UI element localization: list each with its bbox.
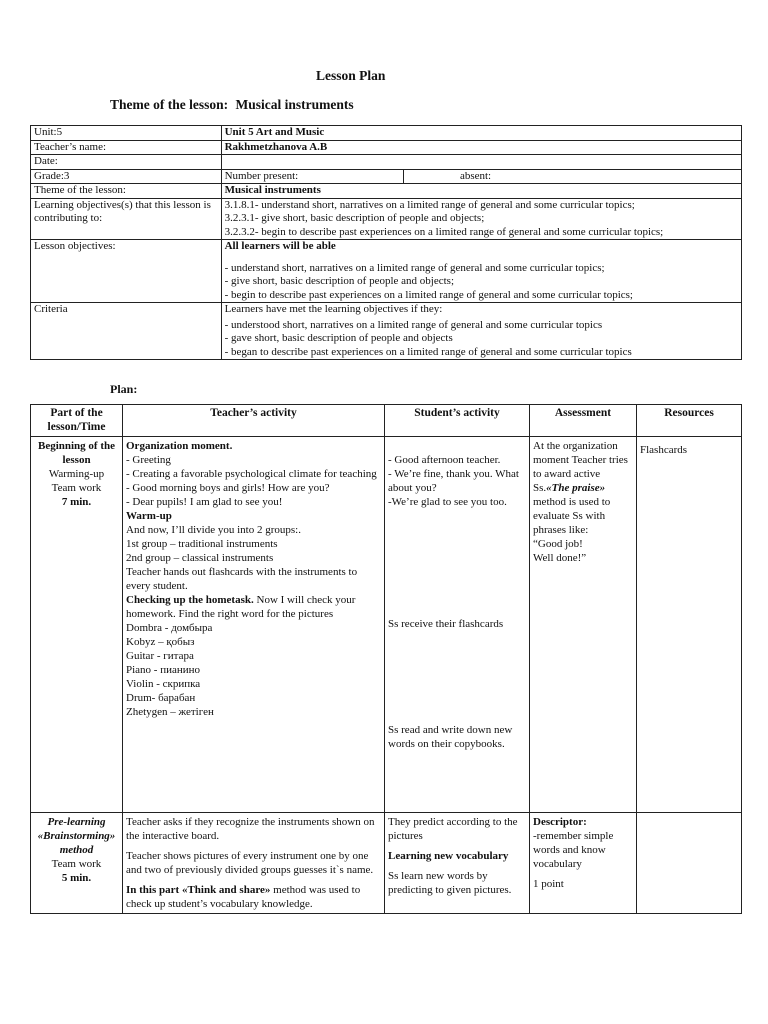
part-sub: Team work (51, 482, 102, 494)
descriptor-points: 1 point (533, 878, 564, 890)
criteria-item: - began to describe past experiences on a limited range of general and some curricular topics (224, 345, 632, 358)
student-paragraph: They predict according to the pictures (388, 816, 518, 842)
teacher-p3-pre: In this part (126, 884, 180, 896)
criteria-label: Criteria (31, 303, 222, 360)
student-activity-cell (385, 437, 530, 813)
teacher-line: Teacher hands out flashcards with the instruments to every student. (126, 566, 358, 592)
descriptor-text: -remember simple words and know vocabulary (533, 830, 614, 870)
theme-label: Theme of the lesson: (31, 184, 222, 199)
assessment-post: method is used to evaluate Ss with phrases like: (533, 496, 611, 536)
teacher-paragraph: Teacher shows pictures of every instrument one by one and two of previously divided groups guesses it`s name. (126, 850, 374, 876)
assessment-quote: “Good job! (533, 538, 583, 550)
grade-label: Grade:3 (31, 169, 222, 184)
page-title: Lesson Plan (316, 68, 386, 83)
resources-text: Flashcards (640, 444, 688, 456)
plan-table (30, 404, 742, 914)
criteria-item: - understood short, narratives on a limited range of general and some curricular topics (224, 318, 603, 331)
part-cell-pre-learning (31, 813, 123, 914)
criteria-list (221, 303, 741, 360)
plan-row-pre-learning (31, 813, 742, 914)
part-sub: Warming-up (48, 468, 105, 480)
lesson-info-table (30, 125, 742, 360)
header-teacher: Teacher’s activity (123, 405, 385, 437)
resources-cell (637, 437, 742, 813)
date-label: Date: (31, 155, 222, 170)
assessment-pre: At the organization moment Teacher tries to award active Ss. (533, 440, 628, 494)
header-student: Student’s activity (385, 405, 530, 437)
lesson-objectives-heading: All learners will be able (224, 240, 336, 252)
header-part: Part of the lesson/Time (31, 405, 123, 437)
info-row-date (31, 155, 742, 170)
vocab-word: Drum- барабан (126, 692, 196, 704)
theme-value: Musical instruments (221, 184, 741, 199)
lesson-objective-item: - begin to describe past experiences on a limited range of general and some curricular topics; (224, 288, 633, 301)
teacher-line: - Good morning boys and girls! How are you? (126, 482, 330, 494)
vocab-word: Piano - пианино (126, 664, 201, 676)
vocab-word: Guitar - гитара (126, 650, 194, 662)
org-moment-heading: Organization moment. (126, 440, 233, 452)
learning-objective-item: 3.2.3.2- begin to describe past experiences on a limited range of general and some curricular topics; (224, 225, 664, 238)
student-paragraph: Ss learn new words by predicting to given pictures. (388, 870, 512, 896)
learning-objective-item: 3.1.8.1- understand short, narratives on a limited range of general and some curricular topics; (224, 198, 635, 211)
student-activity-cell (385, 813, 530, 914)
info-row-lesson-objectives (31, 240, 742, 303)
header-assessment: Assessment (530, 405, 637, 437)
resources-cell (637, 813, 742, 914)
student-line: - Good afternoon teacher. (388, 454, 501, 466)
assessment-cell (530, 437, 637, 813)
part-cell-beginning (31, 437, 123, 813)
lesson-objectives-label: Lesson objectives: (31, 240, 222, 303)
info-row-theme (31, 184, 742, 199)
theme-heading-label: Theme of the lesson: (110, 97, 229, 112)
student-line: - We’re fine, thank you. What about you? (388, 468, 519, 494)
info-row-learning-objectives (31, 198, 742, 240)
teacher-line: 2nd group – classical instruments (126, 552, 274, 564)
teacher-label: Teacher’s name: (31, 140, 222, 155)
learning-objectives-list (221, 198, 741, 240)
criteria-item: - gave short, basic description of people and objects (224, 332, 453, 344)
vocab-word: Zhetygen – жетіген (126, 706, 214, 718)
theme-heading (110, 97, 354, 113)
theme-heading-value: Musical instruments (235, 97, 354, 112)
criteria-heading: Learners have met the learning objectives if they: (224, 303, 443, 315)
unit-label: Unit:5 (31, 126, 222, 141)
info-row-unit (31, 126, 742, 141)
teacher-value: Rakhmetzhanova A.B (221, 140, 741, 155)
teacher-line: 1st group – traditional instruments (126, 538, 278, 550)
part-sub: Team work (51, 858, 102, 870)
lesson-objectives-list (221, 240, 741, 303)
part-title: Pre-learning «Brainstorming» method (37, 816, 116, 856)
part-time: 5 min. (61, 872, 92, 884)
info-row-teacher (31, 140, 742, 155)
assessment-method: «The praise» (546, 482, 606, 494)
teacher-paragraph (126, 883, 381, 911)
vocab-word: Kobyz – қобыз (126, 636, 195, 648)
learning-objectives-label: Learning objectives(s) that this lesson is contributing to: (31, 198, 222, 240)
lesson-objective-item: - understand short, narratives on a limited range of general and some curricular topics; (224, 261, 605, 274)
info-row-grade (31, 169, 742, 184)
vocab-word: Violin - скрипка (126, 678, 201, 690)
number-present-label: Number present: (221, 169, 403, 184)
student-write: Ss read and write down new words on their copybooks. (388, 724, 513, 750)
assessment-cell (530, 813, 637, 914)
teacher-activity-cell (123, 437, 385, 813)
teacher-activity-cell (123, 813, 385, 914)
absent-label: absent: (403, 169, 741, 184)
student-heading: Learning new vocabulary (388, 850, 509, 862)
plan-row-beginning (31, 437, 742, 813)
teacher-line: - Greeting (126, 454, 171, 466)
part-title: Beginning of the lesson (37, 440, 115, 466)
learning-objective-item: 3.2.3.1- give short, basic description of people and objects; (224, 212, 485, 224)
info-row-criteria (31, 303, 742, 360)
teacher-p3-bold: «Think and share» (181, 884, 271, 896)
teacher-line: - Creating a favorable psychological climate for teaching (126, 468, 377, 480)
descriptor-heading: Descriptor: (533, 816, 587, 828)
student-line: -We’re glad to see you too. (388, 496, 507, 508)
lesson-objective-item: - give short, basic description of people and objects; (224, 275, 455, 287)
warmup-heading: Warm-up (126, 510, 172, 522)
teacher-p3-post: method was used to check up student’s vocabulary knowledge. (126, 884, 361, 910)
date-value (221, 155, 741, 170)
student-flashcards: Ss receive their flashcards (388, 618, 504, 630)
teacher-line: And now, I’ll divide you into 2 groups:. (126, 524, 301, 536)
assessment-quote: Well done!” (533, 552, 587, 564)
part-time: 7 min. (61, 496, 92, 508)
vocab-word: Dombra - домбыра (126, 622, 213, 634)
hometask-block (126, 593, 381, 621)
plan-header-row (31, 405, 742, 437)
teacher-line: - Dear pupils! I am glad to see you! (126, 496, 283, 508)
unit-value: Unit 5 Art and Music (221, 126, 741, 141)
hometask-text: Now I will check your homework. Find the right word for the pictures (126, 594, 356, 620)
plan-label: Plan: (110, 382, 138, 396)
teacher-paragraph: Teacher asks if they recognize the instruments shown on the interactive board. (126, 816, 375, 842)
header-resources: Resources (637, 405, 742, 437)
hometask-heading: Checking up the hometask. (126, 594, 254, 606)
